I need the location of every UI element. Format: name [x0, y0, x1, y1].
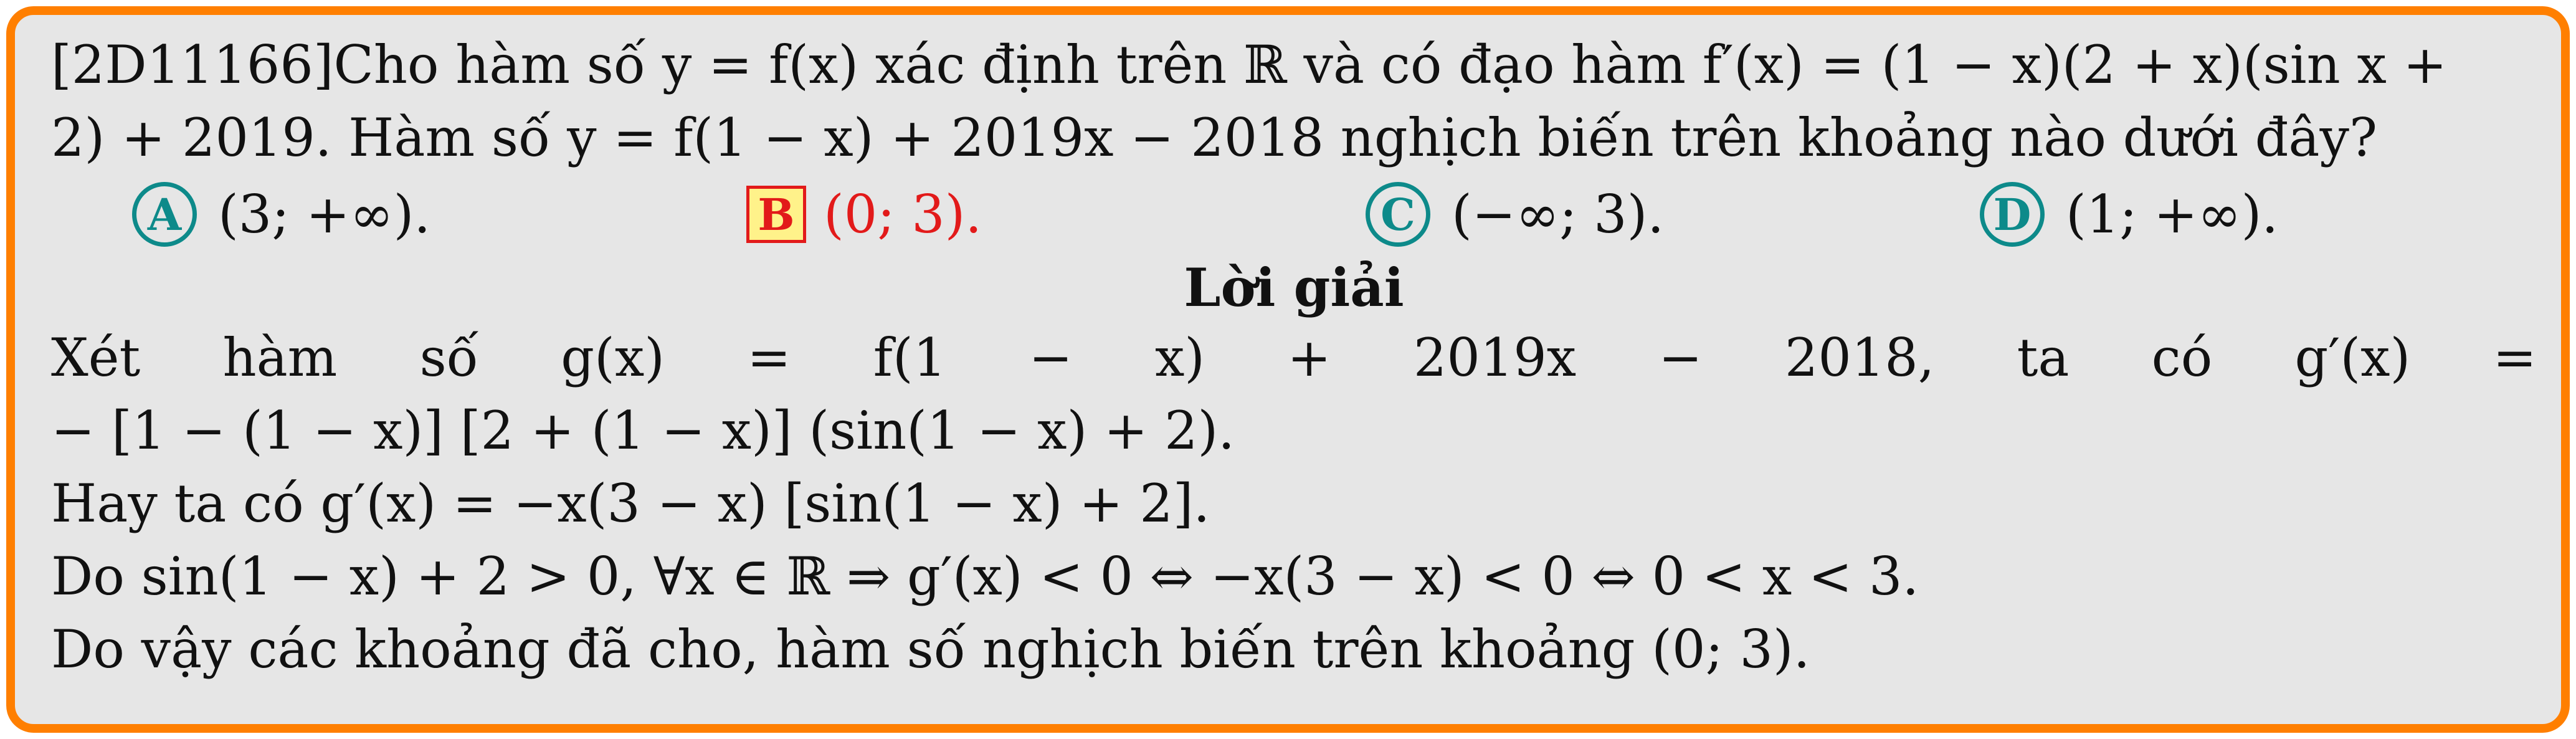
- solution-word: ta: [2017, 327, 2070, 388]
- solution-word: f(1: [873, 327, 947, 388]
- answer-choices: [51, 174, 2537, 254]
- choice-c-badge: C: [1366, 182, 1430, 247]
- solution-word: số: [419, 327, 479, 388]
- solution-line-4: Do sin(1 − x) + 2 > 0, ∀x ∈ ℝ ⇒ g′(x) < 0 ⇔ −x(3 − x) < 0 ⇔ 0 < x < 3.: [51, 546, 1919, 607]
- choice-a-text: (3; +∞).: [218, 184, 431, 245]
- solution-line-1: [51, 322, 2537, 394]
- solution-word: x): [1154, 327, 1205, 388]
- choice-b[interactable]: [746, 174, 982, 254]
- solution-word: +: [1287, 327, 1331, 388]
- solution-word: hàm: [222, 327, 338, 388]
- solution-word: g′(x): [2294, 327, 2411, 388]
- choice-b-text: (0; 3).: [824, 184, 982, 245]
- solution-word: Xét: [51, 327, 141, 388]
- solution-heading: Lời giải: [1184, 257, 1404, 318]
- solution-word: −: [1658, 327, 1703, 388]
- solution-line-5: Do vậy các khoảng đã cho, hàm số nghịch biến trên khoảng (0; 3).: [51, 619, 1810, 680]
- choice-a-badge: A: [132, 182, 197, 247]
- solution-word: 2018,: [1784, 327, 1935, 388]
- solution-line-2: − [1 − (1 − x)] [2 + (1 − x)] (sin(1 − x) + 2).: [51, 400, 1235, 461]
- solution-word: −: [1029, 327, 1073, 388]
- question-line-1: [2D11166]Cho hàm số y = f(x) xác định trên ℝ và có đạo hàm f′(x) = (1 − x)(2 + x)(sin x +: [51, 34, 2447, 95]
- choice-d-badge: D: [1980, 182, 2045, 247]
- problem-content: [51, 29, 2537, 686]
- choice-b-badge: B: [746, 186, 806, 243]
- solution-word: có: [2151, 327, 2213, 388]
- solution-line-3: Hay ta có g′(x) = −x(3 − x) [sin(1 − x) + 2].: [51, 473, 1210, 534]
- choice-a[interactable]: [132, 174, 430, 254]
- solution-word: 2019x: [1413, 327, 1577, 388]
- choice-d-text: (1; +∞).: [2066, 184, 2279, 245]
- choice-d[interactable]: [1980, 174, 2278, 254]
- solution-word: =: [2493, 327, 2537, 388]
- problem-card: [6, 6, 2570, 733]
- choice-c-text: (−∞; 3).: [1452, 184, 1665, 245]
- solution-word: g(x): [561, 327, 665, 388]
- question-line-2: 2) + 2019. Hàm số y = f(1 − x) + 2019x − 2018 nghịch biến trên khoảng nào dưới đây?: [51, 107, 2377, 168]
- choice-c[interactable]: [1366, 174, 1664, 254]
- solution-word: =: [747, 327, 791, 388]
